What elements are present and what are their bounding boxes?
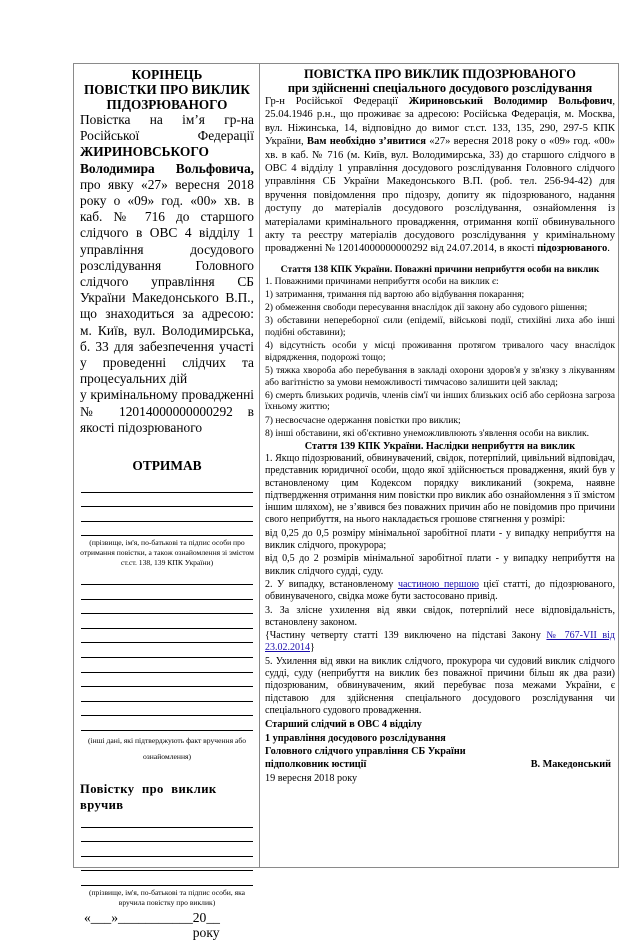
handed-line[interactable] [81,857,253,872]
notice-column [260,64,618,867]
date-month[interactable]: ___________ [117,909,193,925]
received-line[interactable] [81,507,253,522]
other-data-line[interactable] [81,585,253,600]
article-138-item: 6) смерть близьких родичів, членів сім'ї чи інших близьких осіб або серйозна загроза їхньому життю; [265,389,615,413]
notice-details: «27» вересня 2018 року о «09» год. «00» хв. в каб. № 716 (м. Київ, вул. Володимирська, 33) до старшого слідчого в ОВС 4 відділу 1 управління досудового розслідування Головного слідчого управління СБ України Македонського В.П. (роб. тел. 256-94-42) для вручення повідомлення про підозру, допиту як підозрюваного, надання доступу до матеріалів досудового розслідування, ознайомлення із матеріалами кримінального провадження, отримання копії обвинувального акту та реєстру матеріалів досудового розслідування у кримінальному провадженні № 12014000000000292 від 24.07.2014, в якості [265,136,615,255]
stub-body-2: у кримінальному провадженні № 12014000000000292 в якості підозрюваного [80,387,254,435]
article-138-heading: Стаття 138 КПК України. Поважні причини неприбуття особи на виклик [280,263,600,275]
article-139-heading: Стаття 139 КПК України. Наслідки неприбуття на виклик [304,440,576,452]
received-heading: ОТРИМАВ [132,458,202,474]
part-one-link[interactable]: частиною першою [397,578,479,590]
received-line[interactable] [81,493,253,508]
other-data-line[interactable] [81,600,253,615]
article-138-item: 1. Поважними причинами неприбуття особи на виклик є: [265,275,499,287]
stub-body-text: про явку «27» вересня 2018 року о «09» год. «00» хв. в каб. № 716 до старшого слідчого в ОВС 4 відділу 1 управління досудового розслідування Головного слідчого управління СБ України Македонського В.П., що знаходиться за адресою: м. Київ, вул. Володимирська, б. 33 для забезпечення участі у проведенні слідчих та процесуальних дій [80,176,254,387]
article-138-item: 4) відсутність особи у місці проживання протягом тривалого часу внаслідок відрядження, подорожі тощо; [265,340,615,363]
notice-role: підозрюваного [537,243,608,255]
received-line[interactable] [81,522,253,537]
stub-intro: Повістка на ім’я гр-на Російської Федерації [80,112,254,144]
signature-name: В. Македонський [530,759,611,771]
notice-citizenship: Гр-н Російської Федерації [265,96,398,107]
item2-text-end: цієї статті, до підозрюваного, обвинуваченого, свідка може бути застосовано привід. [265,578,616,603]
notice-body [265,95,615,256]
item2-text: 2. У випадку, встановленому [265,578,394,590]
stub-name: Володимира Вольфовича, [80,160,254,176]
stub-title-2: ПОВІСТКИ ПРО ВИКЛИК [84,82,250,97]
stub-title-1: КОРІНЕЦЬ [131,67,203,82]
notice-subtitle: при здійсненні спеціального досудового розслідування [287,81,593,95]
summons-table [73,63,619,940]
other-data-line[interactable] [81,716,253,731]
note-text: {Частину четверту статті 139 виключено на підставі Закону [265,630,541,642]
article-138-item: 7) несвоєчасне одержання повістки про виклик; [265,414,461,426]
notice-period: . [607,243,610,255]
notice-title: ПОВІСТКА ПРО ВИКЛИК ПІДОЗРЮВАНОГО [304,67,576,81]
date-year[interactable]: 20__ року [192,909,220,940]
article-138-item: 2) обмеження свободи пересування внаслідок дії закону або судового рішення; [265,302,588,314]
other-data-line[interactable] [81,629,253,644]
note-close: } [310,642,315,654]
other-data-line[interactable] [81,614,253,629]
date-day[interactable]: «___» [84,909,118,925]
other-data-line[interactable] [81,658,253,673]
handed-caption: (прізвище, ім'я, по-батькові та підпис особи, яка вручила повістку про виклик) [88,887,246,907]
stub-body [80,112,254,387]
article-138-item: 3) обставини непереборної сили (епідемії, військові події, стихійні лиха або інші подібні обставини); [265,315,615,339]
received-caption: (прізвище, ім'я, по-батькові та підпис особи про отримання повістки, а також ознайомлення зі змістом ст.ст. 138, 139 КПК України) [80,538,254,568]
signature-line-2: 1 управління досудового розслідування [265,732,446,744]
other-data-caption: (інші дані, які підтверджують факт вручення або ознайомлення) [88,735,246,761]
article-139-item-5: 5. Ухилення від явки на виклик слідчого, прокурора чи судовий виклик слідчого судді, суду (неприбуття на виклик без поважної причини більш як два рази) підозрюваним, обвинуваченим, який перебуває поза межами України, є підставою для здійснення спеціального досудового розслідування чи спеціального судового провадження. [265,655,615,716]
stub-title-3: ПІДОЗРЮВАНОГО [106,97,228,112]
stub-surname: ЖИРИНОВСЬКОГО [80,144,209,160]
handed-line[interactable] [81,842,253,857]
signature-rank: підполковник юстиції [265,759,367,771]
law-link[interactable]: № 767-VII від 23.02.2014 [265,630,615,654]
handed-line[interactable] [81,828,253,843]
other-data-line[interactable] [81,570,253,585]
article-139-item: 1. Якщо підозрюваний, обвинувачений, свідок, потерпілий, цивільний відповідач, представник юридичної особи, щодо якої здійснюється провадження, який був у встановленому цим Кодексом порядку викликаний (зокрема, наявне підтвердження отримання ним повістки про виклик або ознайомлення з її змістом іншим шляхом), не з’явився без поважних причин або не повідомив про причини свого неприбуття, на нього накладається грошове стягнення у розмірі: [265,452,615,526]
article-139-item: від 0,25 до 0,5 розміру мінімальної заробітної плати - у випадку неприбуття на виклик слідчого, прокурора; [265,527,615,552]
signature-line-3: Головного слідчого управління СБ України [265,745,466,757]
article-138-item: 8) інші обставини, які об'єктивно унеможливлюють з'явлення особи на виклик. [265,427,590,439]
article-139-item-2 [265,579,615,604]
handed-heading: Повістку про виклик вручив [80,781,217,812]
article-139-note [265,630,615,655]
received-line[interactable] [81,478,253,493]
notice-address: , 25.04.1946 р.н., що проживає за адресою: Російська Федерація, м. Москва, вул. Ніжинська, 14, відповідно до вимог ст.ст. 133, 135, 290, 297-5 КПК України, [265,96,615,148]
stub-column [74,64,260,940]
article-138-item: 5) тяжка хвороба або перебування в закладі охорони здоров'я у зв'язку з лікуванням або вагітністю за умови неможливості тимчасово залишити цей заклад; [265,365,615,388]
article-139-item: від 0,5 до 2 розмірів мінімальної заробітної плати - у випадку неприбуття на виклик слідчого судді, суду. [265,553,615,577]
handed-line[interactable] [81,813,253,828]
other-data-line[interactable] [81,643,253,658]
article-138-item: 1) затримання, тримання під вартою або відбування покарання; [265,289,525,301]
other-data-line[interactable] [81,687,253,702]
signature-line-1: Старший слідчий в ОВС 4 відділу [265,719,422,731]
handed-date[interactable] [80,910,254,940]
other-data-line[interactable] [81,673,253,688]
notice-person-name: Жириновський Володимир Вольфович [408,96,613,107]
signature-rank-row [265,758,615,771]
handed-line[interactable] [81,871,253,886]
signature-date: 19 вересня 2018 року [265,772,358,784]
other-data-line[interactable] [81,702,253,717]
article-139-item-3: 3. За злісне ухилення від явки свідок, потерпілий несе відповідальність, встановлену законом. [265,604,615,628]
notice-must-appear: Вам необхідно з’явитися [306,136,426,148]
